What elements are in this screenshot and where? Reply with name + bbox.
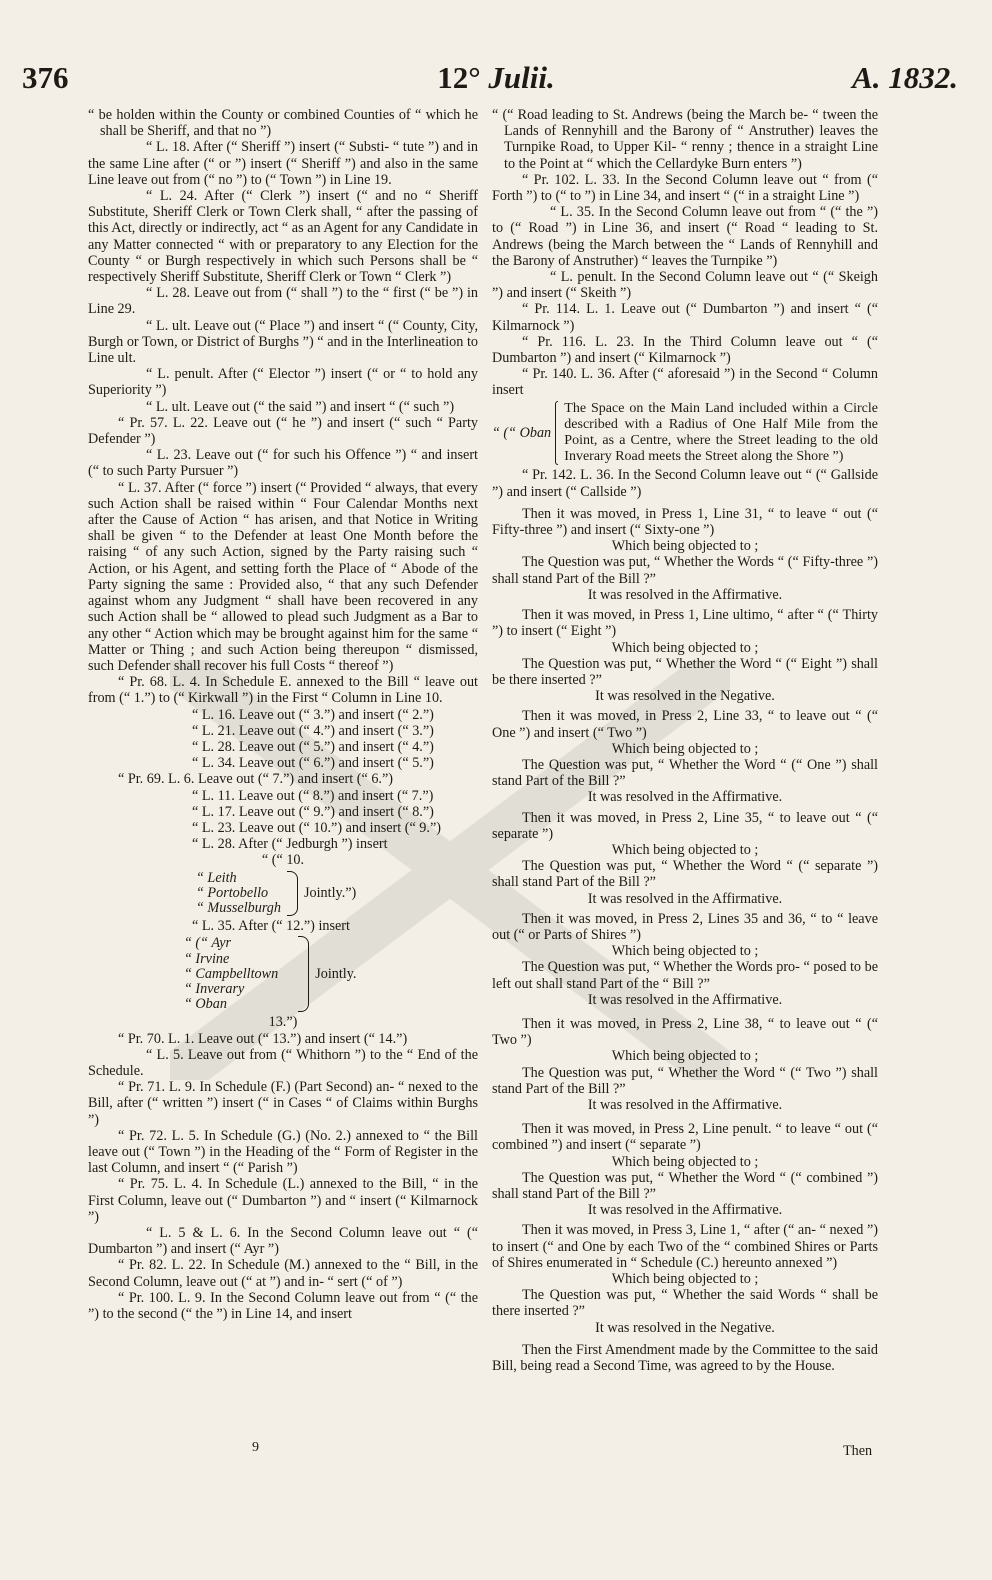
schedule-line: “ L. 28. Leave out (“ 5.”) and insert (“ 4.”)	[192, 738, 434, 755]
brace-item: “ Inverary	[184, 980, 245, 997]
left-para: “ L. 24. After (“ Clerk ”) insert (“ and no “ Sheriff Substitute, Sheriff Clerk or Town Clerk shall, “ after the passing of this Act, directly or indirectly, act “ as an Agent for any Candidate in any Matter connected “ with or preparatory to any Election for the County “ or Burgh respectively in which such Persons shall be “ respectively Sheriff Substitute, Sheriff Clerk or Town “ Clerk ”)	[88, 188, 478, 286]
schedule-line: 13.”)	[268, 1014, 298, 1031]
motion-moved: Then it was moved, in Press 2, Line 33, “ to leave out “ (“ One ”) and insert (“ Two ”)	[492, 708, 878, 741]
right-para: “ Pr. 116. L. 23. In the Third Column leave out “ (“ Dumbarton ”) and insert (“ Kilmarnock ”)	[492, 333, 878, 367]
right-brace-icon	[287, 871, 298, 917]
motion-moved: Then it was moved, in Press 2, Line 38, “ to leave out “ (“ Two ”)	[492, 1015, 878, 1049]
right-para: “ (“ Road leading to St. Andrews (being the March be- “ tween the Lands of Rennyhill and the Barony of “ Anstruther) leaves the Turnpike Road, to Upper Kil- “ renny ; thence in a straight Line to the Point at “ which the Cellardyke Burn enters ”)	[492, 107, 878, 172]
date-month: Julii.	[488, 60, 555, 95]
brace-item: “ Musselburgh	[196, 899, 281, 916]
brace-item: “ Oban	[184, 996, 227, 1013]
left-para: “ L. ult. Leave out (“ the said ”) and insert “ (“ such ”)	[146, 398, 455, 415]
brace-list	[196, 871, 281, 917]
motion-block	[492, 810, 878, 907]
motion-objected: Which being objected to ;	[611, 1048, 759, 1065]
left-column	[88, 107, 478, 1322]
date-day: 12°	[437, 60, 481, 95]
right-para: “ Pr. 140. L. 36. After (“ aforesaid ”) in the Second “ Column insert	[492, 366, 878, 399]
right-para: “ L. 35. In the Second Column leave out from “ (“ the ”) to (“ Road ”) in Line 36, and insert (“ Road “ leading to St. Andrews (being the March between the “ Lands of Rennyhill and the Barony of Anstruther) “ leaves the Turnpike ”)	[492, 204, 878, 269]
left-para: “ L. penult. After (“ Elector ”) insert (“ or “ to hold any Superiority ”)	[88, 366, 478, 399]
brace-item: “ (“ Ayr	[184, 935, 232, 952]
schedule-line: “ L. 21. Leave out (“ 4.”) and insert (“ 3.”)	[192, 722, 434, 739]
brace-group-leith	[88, 871, 478, 917]
motion-question: The Question was put, “ Whether the Word “ (“ Two ”) shall stand Part of the Bill ?”	[492, 1064, 878, 1097]
motion-question: The Question was put, “ Whether the Word “ (“ Eight ”) shall be there inserted ?”	[492, 655, 878, 688]
motion-result: It was resolved in the Negative.	[595, 1319, 775, 1336]
motion-objected: Which being objected to ;	[611, 740, 759, 757]
left-para: “ L. 28. Leave out from (“ shall ”) to the “ first (“ be ”) in Line 29.	[88, 285, 478, 318]
brace-item: “ Leith	[196, 869, 237, 886]
motion-question: The Question was put, “ Whether the said Words “ shall be there inserted ?”	[492, 1287, 878, 1320]
brace-label: Jointly.	[315, 966, 357, 983]
signature-mark: 9	[252, 1440, 259, 1455]
left-para: “ Pr. 70. L. 1. Leave out (“ 13.”) and insert (“ 14.”)	[118, 1030, 408, 1047]
motion-result: It was resolved in the Affirmative.	[587, 586, 783, 603]
oban-description: The Space on the Main Land included within a Circle described with a Radius of One Half Mile from the Point, as a Centre, where the Street leading to the old Inverary Road meets the Street along the Shore ”)	[564, 400, 878, 465]
motion-question: The Question was put, “ Whether the Word “ (“ combined ”) shall stand Part of the Bill ?”	[492, 1169, 878, 1202]
motion-objected: Which being objected to ;	[611, 538, 759, 555]
motion-block	[492, 1016, 878, 1113]
oban-block	[492, 401, 878, 466]
page-year: A. 1832.	[852, 60, 958, 95]
motion-objected: Which being objected to ;	[611, 1153, 759, 1170]
page-number: 376	[22, 60, 69, 95]
left-para: “ L. ult. Leave out (“ Place ”) and insert “ (“ County, City, Burgh or Town, or District of Burghs ”) “ and in the Interlineation to Line ult.	[88, 317, 478, 367]
left-para: “ Pr. 68. L. 4. In Schedule E. annexed to the Bill “ leave out from (“ 1.”) to (“ Kirkwall ”) in the First “ Column in Line 10.	[88, 674, 478, 707]
right-para: “ Pr. 114. L. 1. Leave out (“ Dumbarton ”) and insert “ (“ Kilmarnock ”)	[492, 301, 878, 334]
schedule-line: “ Pr. 69. L. 6. Leave out (“ 7.”) and insert (“ 6.”)	[118, 771, 393, 788]
brace-item: “ Irvine	[184, 950, 230, 967]
motion-question: The Question was put, “ Whether the Word “ (“ One ”) shall stand Part of the Bill ?”	[492, 756, 878, 790]
motion-result: It was resolved in the Negative.	[595, 688, 775, 705]
right-para: “ L. penult. In the Second Column leave out “ (“ Skeigh ”) and insert (“ Skeith ”)	[492, 269, 878, 302]
motion-objected: Which being objected to ;	[611, 639, 759, 656]
brace-group-ayr	[88, 936, 478, 1012]
left-para: “ Pr. 82. L. 22. In Schedule (M.) annexed to the “ Bill, in the Second Column, leave out (“ at ”) and in- “ sert (“ of ”)	[88, 1257, 478, 1290]
brace-list	[184, 936, 278, 1012]
brace-item: “ Campbelltown	[184, 965, 279, 982]
page-header	[0, 60, 992, 100]
left-para: “ L. 5 & L. 6. In the Second Column leave out “ (“ Dumbarton ”) and insert (“ Ayr ”)	[88, 1225, 478, 1258]
motion-block	[492, 1222, 878, 1335]
left-para: “ L. 23. Leave out (“ for such his Offence ”) “ and insert (“ to such Party Pursuer ”)	[88, 447, 478, 480]
right-brace-icon	[298, 936, 309, 1012]
brace-item: “ Portobello	[196, 884, 269, 901]
left-para: “ L. 5. Leave out from (“ Whithorn ”) to the “ End of the Schedule.	[88, 1046, 478, 1079]
left-para: “ be holden within the County or combined Counties of “ which he shall be Sheriff, and that no ”)	[88, 107, 478, 140]
motion-result: It was resolved in the Affirmative.	[587, 1202, 783, 1219]
motion-objected: Which being objected to ;	[611, 841, 759, 858]
motion-block	[492, 911, 878, 1008]
motion-result: It was resolved in the Affirmative.	[587, 991, 783, 1008]
motion-objected: Which being objected to ;	[611, 1271, 759, 1288]
left-para: “ L. 37. After (“ force ”) insert (“ Provided “ always, that every such Action shall be raised within “ Four Calendar Months next after the Cause of Action “ has arisen, and that Notice in Writing shall be given “ to the Defender at least One Month before the raising “ of any such Action, signed by the Party raising such “ Action, or his Agent, and setting forth the Place of “ Abode of the Party signing the same : Provided also, “ that any such Defender against whom any Judgment “ shall have been recovered in any such Action shall be “ allowed to plead such Judgment as a Bar to any other “ Action which may be brought against him for the same “ Matter or Thing ; and such Action being thereupon “ dismissed, such Defender shall recover his full Costs “ thereof ”)	[88, 479, 478, 674]
left-brace-icon	[555, 401, 558, 466]
left-para: “ Pr. 57. L. 22. Leave out (“ he ”) and insert (“ such “ Party Defender ”)	[88, 414, 478, 448]
page-date	[0, 60, 992, 96]
left-para: “ L. 18. After (“ Sheriff ”) insert (“ Substi- “ tute ”) and in the same Line after (“ or ”) insert (“ Sheriff ”) and also in the same Line leave out from (“ no ”) to (“ Town ”) in Line 19.	[88, 139, 478, 188]
schedule-line: “ L. 16. Leave out (“ 3.”) and insert (“ 2.”)	[192, 706, 434, 723]
closing-para: Then the First Amendment made by the Committee to the said Bill, being read a Second Time, was agreed to by the House.	[492, 1341, 878, 1375]
motion-block	[492, 1121, 878, 1218]
motion-question: The Question was put, “ Whether the Words pro- “ posed to be left out shall stand Part of the “ Bill ?”	[492, 959, 878, 992]
motion-moved: Then it was moved, in Press 2, Lines 35 and 36, “ to “ leave out (“ or Parts of Shires ”)	[492, 910, 878, 943]
catchword: Then	[843, 1443, 873, 1459]
motion-objected: Which being objected to ;	[611, 943, 759, 960]
brace-label: Jointly.”)	[304, 885, 357, 902]
motion-moved: Then it was moved, in Press 1, Line 31, “ to leave “ out (“ Fifty-three ”) and insert (“ Sixty-one ”)	[492, 505, 878, 539]
schedule-line: “ L. 35. After (“ 12.”) insert	[192, 918, 350, 935]
right-column	[492, 107, 878, 1374]
motion-block	[492, 607, 878, 704]
motion-result: It was resolved in the Affirmative.	[587, 1096, 783, 1113]
left-para: “ Pr. 72. L. 5. In Schedule (G.) (No. 2.) annexed to “ the Bill leave out (“ Town ”) in the Heading of the “ Form of Register in the last Column, and insert “ (“ Parish ”)	[88, 1127, 478, 1177]
oban-label: “ (“ Oban	[492, 424, 552, 441]
motion-result: It was resolved in the Affirmative.	[587, 789, 783, 806]
schedule-line: “ L. 23. Leave out (“ 10.”) and insert (“ 9.”)	[192, 819, 441, 836]
motion-moved: Then it was moved, in Press 1, Line ultimo, “ after “ (“ Thirty ”) to insert (“ Eight ”)	[492, 607, 878, 640]
motion-moved: Then it was moved, in Press 2, Line 35, “ to leave out “ (“ separate ”)	[492, 809, 878, 842]
schedule-line: “ (“ 10.	[261, 852, 305, 869]
schedule-line: “ L. 17. Leave out (“ 9.”) and insert (“ 8.”)	[192, 803, 434, 820]
motion-block	[492, 708, 878, 805]
right-para: “ Pr. 102. L. 33. In the Second Column leave out “ from (“ Forth ”) to (“ to ”) in Line 34, and insert “ (“ in a straight Line ”)	[492, 171, 878, 205]
motion-question: The Question was put, “ Whether the Words “ (“ Fifty-three ”) shall stand Part of the Bill ?”	[492, 554, 878, 587]
motion-moved: Then it was moved, in Press 3, Line 1, “ after (“ an- “ nexed ”) to insert (“ and One by each Two of the “ combined Shires or Parts of Shires enumerated in “ Schedule (C.) hereunto annexed ”)	[492, 1222, 878, 1271]
motion-result: It was resolved in the Affirmative.	[587, 890, 783, 907]
motion-block	[492, 506, 878, 603]
schedule-line: “ L. 28. After (“ Jedburgh ”) insert	[192, 836, 388, 853]
left-para: “ Pr. 100. L. 9. In the Second Column leave out from “ (“ the ”) to the second (“ the ”) in Line 14, and insert	[88, 1289, 478, 1323]
schedule-line: “ L. 34. Leave out (“ 6.”) and insert (“ 5.”)	[192, 755, 434, 772]
motion-question: The Question was put, “ Whether the Word “ (“ separate ”) shall stand Part of the Bill ?”	[492, 858, 878, 891]
schedule-line: “ L. 11. Leave out (“ 8.”) and insert (“ 7.”)	[192, 787, 434, 804]
left-para: “ Pr. 75. L. 4. In Schedule (L.) annexed to the Bill, “ in the First Column, leave out (“ Dumbarton ”) and “ insert (“ Kilmarnock ”)	[88, 1176, 478, 1225]
left-para: “ Pr. 71. L. 9. In Schedule (F.) (Part Second) an- “ nexed to the Bill, after (“ written ”) insert (“ in Cases “ of Claims within Burghs ”)	[88, 1079, 478, 1128]
motion-moved: Then it was moved, in Press 2, Line penult. “ to leave “ out (“ combined ”) and insert (“ separate ”)	[492, 1121, 878, 1154]
right-para: “ Pr. 142. L. 36. In the Second Column leave out “ (“ Gallside ”) and insert (“ Callside ”)	[492, 467, 878, 500]
